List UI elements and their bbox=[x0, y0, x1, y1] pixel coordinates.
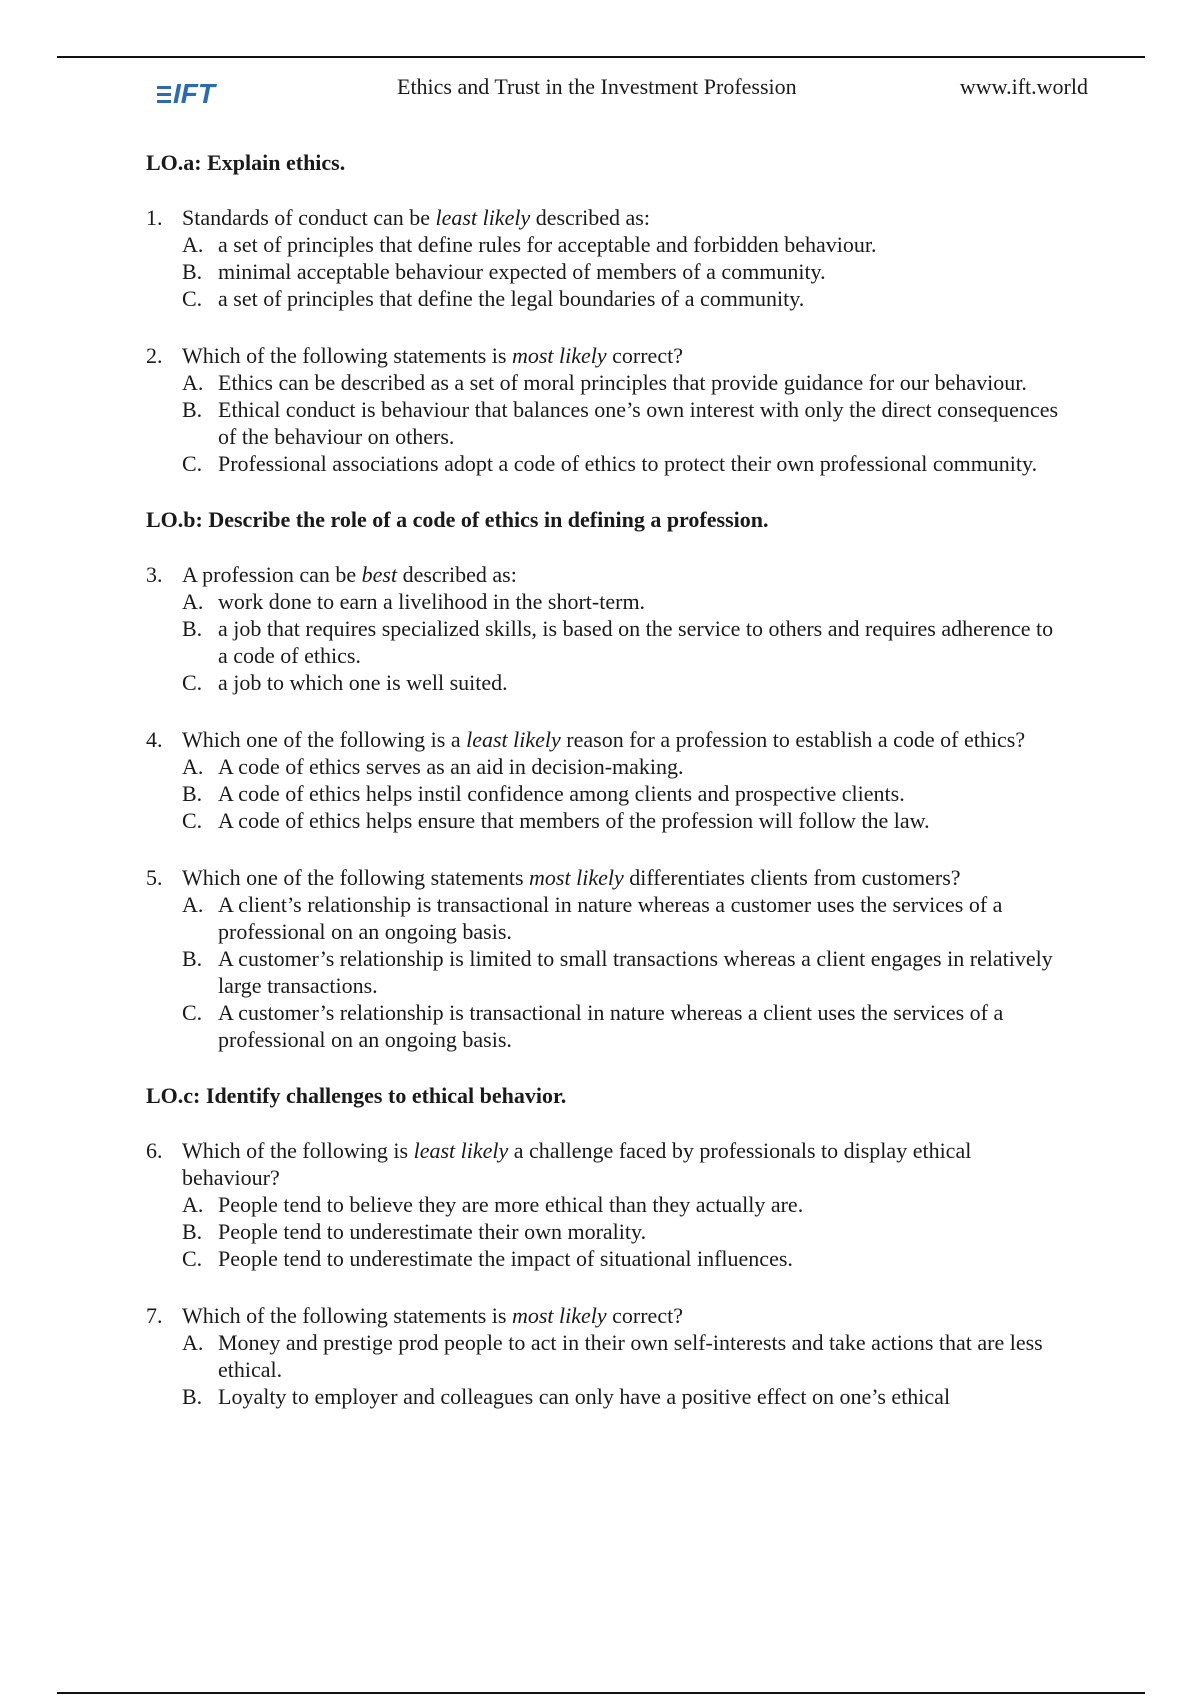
question-text bbox=[182, 1302, 1066, 1329]
question-text-part: Which one of the following statements bbox=[182, 865, 530, 890]
question-emphasis: least likely bbox=[466, 727, 561, 752]
answer-option[interactable] bbox=[182, 258, 1066, 285]
answer-options bbox=[182, 588, 1066, 696]
question-number: 7. bbox=[146, 1303, 163, 1328]
top-rule bbox=[57, 56, 1145, 58]
option-text: A code of ethics helps ensure that members of the profession will follow the law. bbox=[218, 808, 930, 833]
answer-option[interactable] bbox=[182, 231, 1066, 258]
logo-text: IFT bbox=[173, 78, 215, 109]
answer-option[interactable] bbox=[182, 588, 1066, 615]
question-stem bbox=[146, 204, 1066, 231]
option-text: work done to earn a livelihood in the short-term. bbox=[218, 589, 646, 614]
option-text: a job that requires specialized skills, is based on the service to others and requires adherence to a code of ethics. bbox=[218, 616, 1054, 668]
option-text: People tend to underestimate the impact of situational influences. bbox=[218, 1246, 793, 1271]
option-letter: A. bbox=[182, 232, 204, 257]
question-text bbox=[182, 204, 1066, 231]
option-letter: A. bbox=[182, 1330, 204, 1355]
question-number: 4. bbox=[146, 727, 163, 752]
question-text-part: Which of the following statements is bbox=[182, 1303, 512, 1328]
option-text: A code of ethics serves as an aid in decision-making. bbox=[218, 754, 684, 779]
question-stem bbox=[146, 1302, 1066, 1329]
question-number: 6. bbox=[146, 1138, 163, 1163]
option-text: a set of principles that define the legal boundaries of a community. bbox=[218, 286, 805, 311]
question-item bbox=[146, 864, 1066, 1053]
answer-option[interactable] bbox=[182, 1191, 1066, 1218]
option-text: a set of principles that define rules for acceptable and forbidden behaviour. bbox=[218, 232, 877, 257]
question-stem bbox=[146, 864, 1066, 891]
option-text: Money and prestige prod people to act in their own self-interests and take actions that are less ethical. bbox=[218, 1330, 1043, 1382]
option-text: People tend to believe they are more ethical than they actually are. bbox=[218, 1192, 804, 1217]
option-letter: A. bbox=[182, 1192, 204, 1217]
answer-option[interactable] bbox=[182, 615, 1066, 669]
option-text: People tend to underestimate their own morality. bbox=[218, 1219, 647, 1244]
learning-outcome-heading: LO.a: Explain ethics. bbox=[146, 150, 346, 175]
answer-option[interactable] bbox=[182, 1245, 1066, 1272]
option-letter: A. bbox=[182, 892, 204, 917]
answer-option[interactable] bbox=[182, 945, 1066, 999]
question-item bbox=[146, 1137, 1066, 1272]
learning-outcome-heading: LO.b: Describe the role of a code of ethics in defining a profession. bbox=[146, 507, 769, 532]
question-number: 1. bbox=[146, 205, 163, 230]
question-item bbox=[146, 1302, 1066, 1410]
question-stem bbox=[146, 1137, 1066, 1191]
question-number: 3. bbox=[146, 562, 163, 587]
question-item bbox=[146, 561, 1066, 696]
option-text: A client’s relationship is transactional in nature whereas a customer uses the services of a professional on an ongoing basis. bbox=[218, 892, 1003, 944]
question-text-part: reason for a profession to establish a code of ethics? bbox=[560, 727, 1026, 752]
question-text-part: Which of the following is bbox=[182, 1138, 414, 1163]
option-letter: B. bbox=[182, 397, 203, 422]
option-letter: C. bbox=[182, 808, 203, 833]
question-item bbox=[146, 726, 1066, 834]
answer-option[interactable] bbox=[182, 780, 1066, 807]
answer-option[interactable] bbox=[182, 285, 1066, 312]
option-text: Loyalty to employer and colleagues can only have a positive effect on one’s ethical bbox=[218, 1384, 951, 1409]
option-letter: B. bbox=[182, 1384, 203, 1409]
page-header bbox=[57, 70, 1145, 110]
question-emphasis: best bbox=[361, 562, 398, 587]
option-letter: A. bbox=[182, 754, 204, 779]
option-letter: B. bbox=[182, 946, 203, 971]
answer-options bbox=[182, 1329, 1066, 1410]
option-text: Ethical conduct is behaviour that balances one’s own interest with only the direct consequences of the behaviour on others. bbox=[218, 397, 1059, 449]
answer-options bbox=[182, 1191, 1066, 1272]
option-text: A customer’s relationship is limited to small transactions whereas a client engages in relatively large transactions. bbox=[218, 946, 1053, 998]
question-text-part: Which of the following statements is bbox=[182, 343, 512, 368]
option-letter: C. bbox=[182, 451, 203, 476]
option-text: Professional associations adopt a code of ethics to protect their own professional community. bbox=[218, 451, 1038, 476]
option-letter: C. bbox=[182, 670, 203, 695]
question-content bbox=[146, 150, 1066, 1440]
question-stem bbox=[146, 342, 1066, 369]
option-letter: C. bbox=[182, 286, 203, 311]
answer-option[interactable] bbox=[182, 1218, 1066, 1245]
answer-option[interactable] bbox=[182, 999, 1066, 1053]
bottom-rule bbox=[57, 1692, 1145, 1694]
option-letter: A. bbox=[182, 589, 204, 614]
question-stem bbox=[146, 726, 1066, 753]
question-number: 2. bbox=[146, 343, 163, 368]
answer-option[interactable] bbox=[182, 1329, 1066, 1383]
question-emphasis: least likely bbox=[435, 205, 531, 230]
question-text-part: a challenge faced by professionals to display ethical behaviour? bbox=[182, 1138, 972, 1190]
question-stem bbox=[146, 561, 1066, 588]
question-text bbox=[182, 342, 1066, 369]
option-text: a job to which one is well suited. bbox=[218, 670, 508, 695]
document-title: Ethics and Trust in the Investment Profession bbox=[397, 74, 797, 99]
question-text-part: described as: bbox=[397, 562, 517, 587]
question-text-part: Standards of conduct can be bbox=[182, 205, 436, 230]
option-letter: C. bbox=[182, 1000, 203, 1025]
option-letter: B. bbox=[182, 781, 203, 806]
answer-option[interactable] bbox=[182, 669, 1066, 696]
answer-options bbox=[182, 231, 1066, 312]
website-url[interactable]: www.ift.world bbox=[959, 74, 1088, 99]
option-letter: A. bbox=[182, 370, 204, 395]
question-item bbox=[146, 342, 1066, 477]
question-text-part: correct? bbox=[606, 343, 683, 368]
answer-options bbox=[182, 891, 1066, 1053]
option-letter: B. bbox=[182, 616, 203, 641]
question-emphasis: most likely bbox=[511, 343, 607, 368]
question-emphasis: most likely bbox=[511, 1303, 607, 1328]
question-number: 5. bbox=[146, 865, 163, 890]
answer-options bbox=[182, 369, 1066, 477]
question-item bbox=[146, 204, 1066, 312]
question-emphasis: least likely bbox=[413, 1138, 509, 1163]
question-text bbox=[182, 561, 1066, 588]
option-letter: C. bbox=[182, 1246, 203, 1271]
answer-option[interactable] bbox=[182, 891, 1066, 945]
option-text: Ethics can be described as a set of moral principles that provide guidance for our behaviour. bbox=[218, 370, 1027, 395]
option-text: minimal acceptable behaviour expected of members of a community. bbox=[218, 259, 826, 284]
option-text: A customer’s relationship is transactional in nature whereas a client uses the services of a professional on an ongoing basis. bbox=[218, 1000, 1004, 1052]
question-text bbox=[182, 1137, 1066, 1191]
question-emphasis: most likely bbox=[529, 865, 624, 890]
answer-option[interactable] bbox=[182, 1383, 1066, 1410]
answer-option[interactable] bbox=[182, 807, 1066, 834]
option-letter: B. bbox=[182, 1219, 203, 1244]
ift-logo bbox=[155, 76, 275, 110]
question-text-part: differentiates clients from customers? bbox=[623, 865, 961, 890]
option-text: A code of ethics helps instil confidence among clients and prospective clients. bbox=[218, 781, 905, 806]
answer-options bbox=[182, 753, 1066, 834]
question-text bbox=[182, 726, 1066, 753]
question-text-part: described as: bbox=[530, 205, 650, 230]
answer-option[interactable] bbox=[182, 450, 1066, 477]
answer-option[interactable] bbox=[182, 753, 1066, 780]
answer-option[interactable] bbox=[182, 369, 1066, 396]
option-letter: B. bbox=[182, 259, 203, 284]
question-text-part: correct? bbox=[606, 1303, 683, 1328]
question-text-part: A profession can be bbox=[182, 562, 362, 587]
question-text-part: Which one of the following is a bbox=[182, 727, 467, 752]
question-text bbox=[182, 864, 1066, 891]
answer-option[interactable] bbox=[182, 396, 1066, 450]
learning-outcome-heading: LO.c: Identify challenges to ethical behavior. bbox=[146, 1083, 567, 1108]
